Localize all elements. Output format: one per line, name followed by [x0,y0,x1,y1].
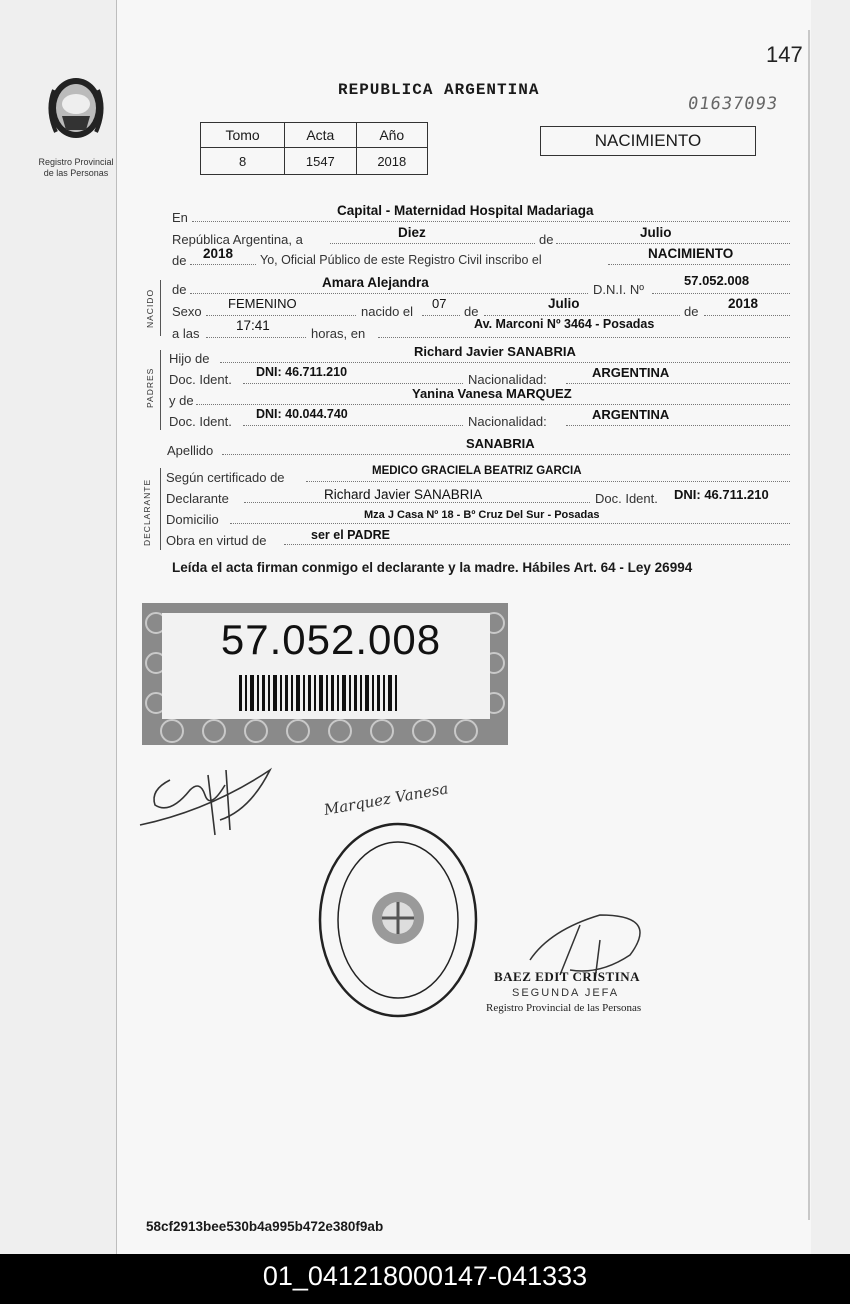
record-table-header: Acta [285,123,356,148]
dotted-line [378,337,790,338]
page-edge [808,30,810,1220]
inscription-value: NACIMIENTO [648,246,734,261]
de-label: de [464,304,479,319]
dni-label: D.N.I. Nº [593,282,644,297]
mother-dni-value: DNI: 40.044.740 [256,407,348,421]
domicilio-label: Domicilio [166,512,219,527]
section-label-nacido: NACIDO [145,288,155,328]
de-label: de [684,304,699,319]
oficial-label: Yo, Oficial Público de este Registro Civil inscribo el [260,253,542,267]
birth-day-value: 07 [432,296,447,311]
de-label: de [539,232,554,247]
registrar-name: BAEZ EDIT CRISTINA [494,969,641,984]
dotted-line [608,264,790,265]
record-type-box: NACIMIENTO [540,126,756,156]
declarante-label: Declarante [166,491,229,506]
dotted-line [704,315,790,316]
footer-code: 01_041218000147-041333 [262,1261,588,1291]
record-table-cell: 8 [201,148,285,175]
dotted-line [190,293,588,294]
dotted-line [220,362,790,363]
birth-place-value: Av. Marconi Nº 3464 - Posadas [474,317,655,331]
horas-label: horas, en [311,326,366,341]
nacido-el-label: nacido el [361,304,414,319]
de-label: de [172,253,187,268]
a-las-label: a las [172,326,200,341]
day-value: Diez [398,225,426,240]
section-bracket [160,280,165,336]
section-bracket [160,468,165,550]
dotted-line [206,337,306,338]
en-label: En [172,210,188,225]
dotted-line [306,481,790,482]
official-seal-icon [320,824,476,1016]
dotted-line [284,544,790,545]
father-name-value: Richard Javier SANABRIA [414,344,576,359]
obra-label: Obra en virtud de [166,533,267,548]
dotted-line [222,454,790,455]
record-table [200,122,428,175]
page-number: 147 [766,42,803,67]
closing-text: Leída el acta firman conmigo el declarante y la madre. Hábiles Art. 64 - Ley 26994 [172,560,693,575]
dotted-line [243,383,463,384]
sexo-label: Sexo [172,304,202,319]
hijo-de-label: Hijo de [169,351,210,366]
dotted-line [330,243,535,244]
declarante-signature-icon [140,770,270,835]
dotted-line [566,425,790,426]
domicilio-value: Mza J Casa Nº 18 - Bº Cruz Del Sur - Posadas [364,509,600,521]
dotted-line [206,315,356,316]
logo-caption-line2: de las Personas [43,168,109,178]
nacionalidad-label: Nacionalidad: [468,414,547,429]
dotted-line [190,264,256,265]
mother-signature: Marquez Vanesa [322,779,450,819]
registrar-office: Registro Provincial de las Personas [486,1002,642,1014]
dotted-line [422,315,460,316]
dotted-line [484,315,680,316]
dotted-line [243,425,463,426]
father-nationality-value: ARGENTINA [592,365,670,380]
document-title: REPUBLICA ARGENTINA [338,81,540,99]
doc-ident-label: Doc. Ident. [595,491,658,506]
year-value: 2018 [203,246,234,261]
birth-month-value: Julio [548,296,580,311]
serial-number: 01637093 [686,94,780,114]
father-dni-value: DNI: 46.711.210 [256,365,348,379]
doc-ident-label: Doc. Ident. [169,372,232,387]
y-de-label: y de [169,393,194,408]
registrar-position: SEGUNDA JEFA [512,987,620,999]
child-dni-value: 57.052.008 [684,273,750,288]
dotted-line [196,404,790,405]
logo-caption-line1: Registro Provincial [38,157,114,167]
place-value: Capital - Maternidad Hospital Madariaga [337,203,594,218]
mother-nationality-value: ARGENTINA [592,407,670,422]
section-bracket [160,350,165,430]
section-label-declarante: DECLARANTE [142,478,152,546]
province-emblem-icon [36,70,116,140]
section-label-padres: PADRES [145,367,155,408]
document-hash: 58cf2913bee530b4a995b472e380f9ab [146,1219,384,1234]
record-table-header: Tomo [201,123,285,148]
record-table-cell: 2018 [356,148,427,175]
declarante-value: Richard Javier SANABRIA [324,487,483,502]
cert-label: Según certificado de [166,470,285,485]
dni-stamp-number: 57.052.008 [220,616,442,663]
record-table-cell: 1547 [285,148,356,175]
cert-value: MEDICO GRACIELA BEATRIZ GARCIA [372,465,582,477]
birth-year-value: 2018 [728,296,759,311]
apellido-value: SANABRIA [466,436,535,451]
mother-name-value: Yanina Vanesa MARQUEZ [412,386,572,401]
dotted-line [652,293,790,294]
dotted-line [230,523,790,524]
time-value: 17:41 [236,318,270,333]
declarante-dni-value: DNI: 46.711.210 [674,487,769,502]
dotted-line [566,383,790,384]
doc-ident-label: Doc. Ident. [169,414,232,429]
child-name-value: Amara Alejandra [322,275,429,290]
month-value: Julio [640,225,672,240]
logo-caption [26,157,126,179]
obra-value: ser el PADRE [311,528,390,542]
de-label: de [172,282,187,297]
apellido-label: Apellido [167,443,214,458]
republica-label: República Argentina, a [172,232,303,247]
sexo-value: FEMENINO [228,296,297,311]
nacionalidad-label: Nacionalidad: [468,372,547,387]
dotted-line [244,502,590,503]
record-table-header: Año [356,123,427,148]
dotted-line [192,221,790,222]
dotted-line [556,243,790,244]
